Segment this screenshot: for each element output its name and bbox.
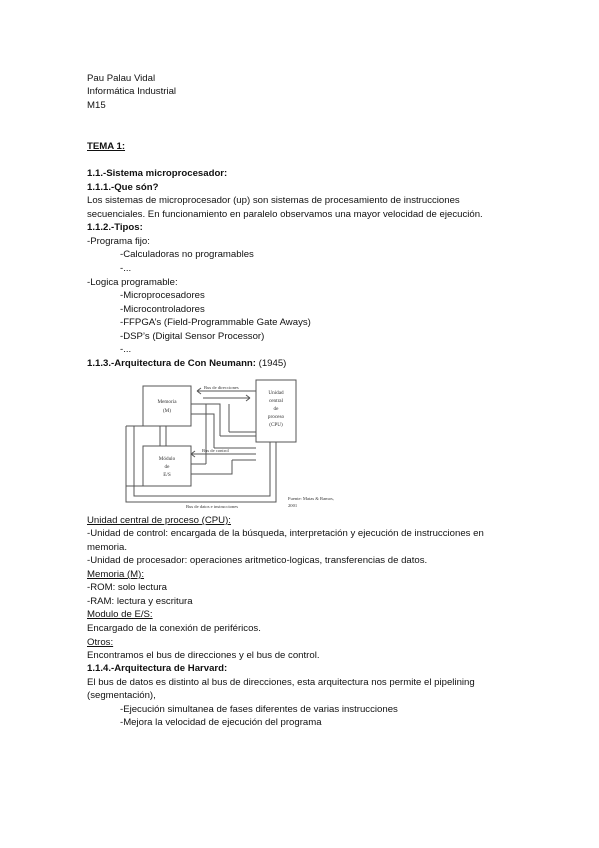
source-label-2: 2001 bbox=[288, 503, 298, 508]
paragraph-line: El bus de datos es distinto al bus de direcciones, esta arquitectura nos permite el pipelining bbox=[87, 677, 475, 688]
list-item: -Ejecución simultanea de fases diferentes de varias instrucciones bbox=[120, 704, 398, 715]
cpu-line: -Unidad de procesador: operaciones aritmetico-logicas, transferencias de datos. bbox=[87, 555, 428, 566]
section-1-1-2-title: 1.1.2.-Tipos: bbox=[87, 222, 143, 233]
list-item: -Mejora la velocidad de ejecución del programa bbox=[120, 717, 322, 728]
others-heading: Otros: bbox=[87, 637, 114, 648]
paragraph-line: secuenciales. En funcionamiento en paralelo observamos una mayor velocidad de ejecución. bbox=[87, 209, 483, 220]
control-bus-label: Bus de control bbox=[202, 448, 229, 453]
module-code: M15 bbox=[87, 100, 106, 111]
paragraph-line: (segmentación), bbox=[87, 690, 156, 701]
section-1-1-4-title: 1.1.4.-Arquitectura de Harvard: bbox=[87, 663, 228, 674]
section-1-1-title: 1.1.-Sistema microprocesador: bbox=[87, 168, 228, 179]
cpu-line: memoria. bbox=[87, 542, 127, 553]
list-item: -Microprocesadores bbox=[120, 290, 205, 301]
io-line: Encargado de la conexión de periféricos. bbox=[87, 623, 261, 634]
cpu-heading: Unidad central de proceso (CPU): bbox=[87, 515, 231, 526]
cpu-line: -Unidad de control: encargada de la búsqueda, interpretación y ejecución de instrucciones en bbox=[87, 528, 484, 539]
address-bus-label: Bus de direcciones bbox=[204, 385, 239, 390]
section-1-1-1-title: 1.1.1.-Que són? bbox=[87, 182, 159, 193]
memory-heading: Memoria (M): bbox=[87, 569, 145, 580]
list-item: -Microcontroladores bbox=[120, 304, 205, 315]
others-line: Encontramos el bus de direcciones y el bus de control. bbox=[87, 650, 320, 661]
cpu-label-3: de bbox=[273, 406, 279, 412]
cpu-label-2: central bbox=[268, 398, 284, 404]
paragraph-line: Los sistemas de microprocesador (up) son sistemas de procesamiento de instrucciones bbox=[87, 195, 460, 206]
memory-line: -ROM: solo lectura bbox=[87, 582, 167, 593]
source-label-1: Fuente: Matas & Ramos, bbox=[288, 496, 334, 501]
list-heading-fixed: -Programa fijo: bbox=[87, 236, 150, 247]
io-label-2: de bbox=[164, 464, 170, 470]
io-label-3: E/S bbox=[163, 472, 171, 478]
author-name: Pau Palau Vidal bbox=[87, 73, 156, 84]
list-item: -FFPGA’s (Field-Programmable Gate Aways) bbox=[120, 317, 311, 328]
cpu-label-5: (CPU) bbox=[269, 422, 283, 428]
list-item: -Calculadoras no programables bbox=[120, 249, 254, 260]
data-bus-label: Bus de datos e instrucciones bbox=[186, 504, 239, 509]
section-1-1-3-title bbox=[87, 358, 286, 370]
section-1-1-3-title-text: 1.1.3.-Arquitectura de Con Neumann: bbox=[87, 358, 256, 369]
diagram-svg bbox=[120, 374, 334, 514]
section-1-1-3-year: (1945) bbox=[255, 358, 287, 369]
list-item: -DSP’s (Digital Sensor Processor) bbox=[120, 331, 265, 342]
cpu-label-1: Unidad bbox=[268, 390, 284, 396]
list-item: -... bbox=[120, 263, 132, 274]
list-item: -... bbox=[120, 344, 132, 355]
course-name: Informática Industrial bbox=[87, 86, 177, 97]
memory-block bbox=[143, 386, 191, 426]
cpu-label-4: proceso bbox=[267, 414, 285, 420]
memory-line: -RAM: lectura y escritura bbox=[87, 596, 193, 607]
von-neumann-diagram bbox=[120, 374, 334, 514]
list-heading-programmable: -Logica programable: bbox=[87, 277, 178, 288]
io-label-1: Módulo bbox=[158, 456, 176, 462]
io-heading: Modulo de E/S: bbox=[87, 609, 153, 620]
memory-label-1: Memoria bbox=[157, 399, 177, 405]
memory-label-2: (M) bbox=[162, 408, 172, 414]
theme-title: TEMA 1: bbox=[87, 141, 126, 152]
